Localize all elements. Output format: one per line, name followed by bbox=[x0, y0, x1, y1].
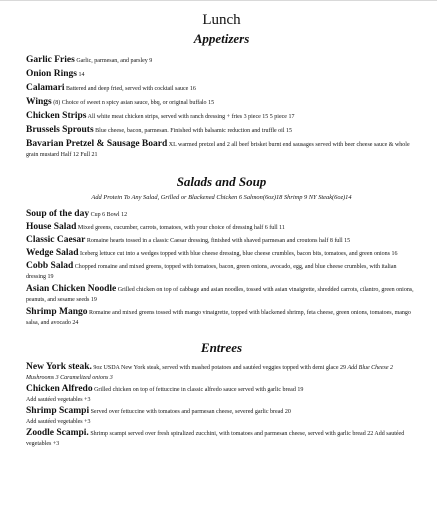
item-name: Asian Chicken Noodle bbox=[26, 284, 117, 294]
menu-item bbox=[26, 362, 417, 383]
item-price: Half 12 Full 21 bbox=[60, 152, 98, 158]
item-description: Iceberg lettuce cut into a wedges topped with blue cheese dressing, blue cheese crumbles, bacon bits, tomatoes, and green onions bbox=[80, 251, 390, 257]
salads-section bbox=[26, 209, 417, 328]
menu-item bbox=[26, 248, 417, 259]
item-addons: Add sautéed vegetables +3 bbox=[26, 397, 91, 403]
item-price: 16 bbox=[391, 251, 398, 257]
item-description: XL warmed pretzel and 2 all beef brisket burnt end sausages served with beer cheese sauce & whole grain mustard bbox=[26, 142, 410, 158]
item-price: 20 bbox=[284, 409, 291, 415]
item-price: 3 piece 15 5 piece 17 bbox=[243, 114, 295, 120]
item-addons: Add Blue Cheese 2 Mushrooms 3 Caramelized onions 3 bbox=[26, 365, 394, 381]
menu-item bbox=[26, 55, 417, 66]
menu-item bbox=[26, 307, 417, 328]
item-price: 19 bbox=[297, 387, 304, 393]
item-name: Chicken Strips bbox=[26, 111, 87, 121]
item-description: Romaine and mixed greens tossed with mango vinaigrette, topped with blackened shrimp, feta cheese, green onions, tomatoes, mango salsa, and avocado bbox=[26, 310, 411, 326]
appetizers-heading: Appetizers bbox=[193, 31, 250, 46]
item-name: Wedge Salad bbox=[26, 248, 79, 258]
menu-item bbox=[26, 139, 417, 160]
item-name: Soup of the day bbox=[26, 209, 90, 219]
item-description: 9oz USDA New York steak, served with mashed potatoes and sautéed veggies topped with demi glace bbox=[93, 365, 339, 371]
item-description: Grilled chicken on top of fettuccine in classic alfredo sauce served with garlic bread bbox=[94, 387, 296, 393]
item-price: 14 bbox=[78, 72, 85, 78]
item-name: Wings bbox=[26, 97, 52, 107]
item-description: (8) Choice of sweet n spicy asian sauce, bbq, or original buffalo bbox=[53, 100, 207, 106]
menu-item bbox=[26, 428, 417, 449]
item-description: Served over fettuccine with tomatoes and parmesan cheese, severed garlic bread bbox=[90, 409, 284, 415]
menu-item bbox=[26, 222, 417, 233]
item-description: Garlic, parmesan, and parsley bbox=[76, 58, 148, 64]
menu-item bbox=[26, 261, 417, 282]
menu-title: Lunch bbox=[202, 12, 241, 28]
item-price: Cup 6 Bowl 12 bbox=[90, 212, 128, 218]
item-description: Chopped romaine and mixed greens, topped with tomatoes, bacon, green onions, avocado, egg, and blue cheese crumbles, with italian dressing bbox=[26, 264, 397, 280]
item-price: 24 bbox=[72, 320, 79, 326]
item-price: 15 bbox=[286, 128, 293, 134]
item-price: 9 bbox=[149, 58, 153, 64]
item-name: Shrimp Scampi bbox=[26, 406, 90, 416]
item-name: Brussels Sprouts bbox=[26, 125, 94, 135]
menu-item bbox=[26, 125, 417, 136]
menu-item bbox=[26, 209, 417, 220]
menu-item bbox=[26, 83, 417, 94]
appetizers-section bbox=[26, 55, 417, 160]
item-price: half 8 full 15 bbox=[318, 238, 351, 244]
item-price: 19 bbox=[47, 274, 54, 280]
menu-item bbox=[26, 406, 417, 427]
item-description: Mixed greens, cucumber, carrots, tomatoes, with your choice of dressing bbox=[77, 225, 253, 231]
item-price: half 6 full 11 bbox=[253, 225, 285, 231]
menu-item bbox=[26, 384, 417, 405]
item-name: Classic Caesar bbox=[26, 235, 86, 245]
item-name: Garlic Fries bbox=[26, 55, 75, 65]
item-description: Battered and deep fried, served with cocktail sauce bbox=[66, 86, 189, 92]
item-addons: Add sautéed vegetables +3 bbox=[26, 431, 405, 447]
item-price: 16 bbox=[189, 86, 196, 92]
item-addons: Add sautéed vegetables +3 bbox=[26, 419, 91, 425]
salads-heading: Salads and Soup bbox=[176, 174, 267, 189]
item-description: Romaine hearts tossed in a classic Caesar dressing, finished with shaved parmesan and croutons bbox=[86, 238, 318, 244]
page-edge bbox=[0, 0, 437, 1]
item-name: Chicken Alfredo bbox=[26, 384, 93, 394]
menu-item bbox=[26, 284, 417, 305]
item-description: All white meat chicken strips, served with ranch dressing + fries bbox=[87, 114, 243, 120]
entrees-heading: Entrees bbox=[200, 340, 243, 355]
protein-note: Add Protein To Any Salad, Grilled or Blackened Chicken 6 Salmon(6oz)18 Shrimp 9 NY Steak(6oz)14 bbox=[91, 194, 352, 201]
item-name: House Salad bbox=[26, 222, 77, 232]
item-description: Blue cheese, bacon, parmesan. Finished with balsamic reduction and truffle oil bbox=[95, 128, 285, 134]
item-name: Zoodle Scampi. bbox=[26, 428, 89, 438]
item-description: Shrimp scampi served over fresh spiralized zucchini, with tomatoes and parmesan cheese, served with garlic bread bbox=[90, 431, 366, 437]
entrees-section bbox=[26, 362, 417, 449]
menu-item bbox=[26, 69, 417, 80]
item-description: Grilled chicken on top of cabbage and asian noodles, tossed with asian vinaigrette, shredded carrots, cilantro, green onions, peanuts, and sesame seeds bbox=[26, 287, 414, 303]
item-price: 22 bbox=[367, 431, 374, 437]
item-price: 15 bbox=[208, 100, 215, 106]
item-price: 29 bbox=[340, 365, 347, 371]
item-name: Shrimp Mango bbox=[26, 307, 88, 317]
menu-item bbox=[26, 111, 417, 122]
item-name: Onion Rings bbox=[26, 69, 77, 79]
menu-item bbox=[26, 235, 417, 246]
menu-item bbox=[26, 97, 417, 108]
item-name: Bavarian Pretzel & Sausage Board bbox=[26, 139, 168, 149]
item-name: New York steak. bbox=[26, 362, 92, 372]
item-name: Cobb Salad bbox=[26, 261, 74, 271]
item-name: Calamari bbox=[26, 83, 65, 93]
item-price: 19 bbox=[90, 297, 97, 303]
